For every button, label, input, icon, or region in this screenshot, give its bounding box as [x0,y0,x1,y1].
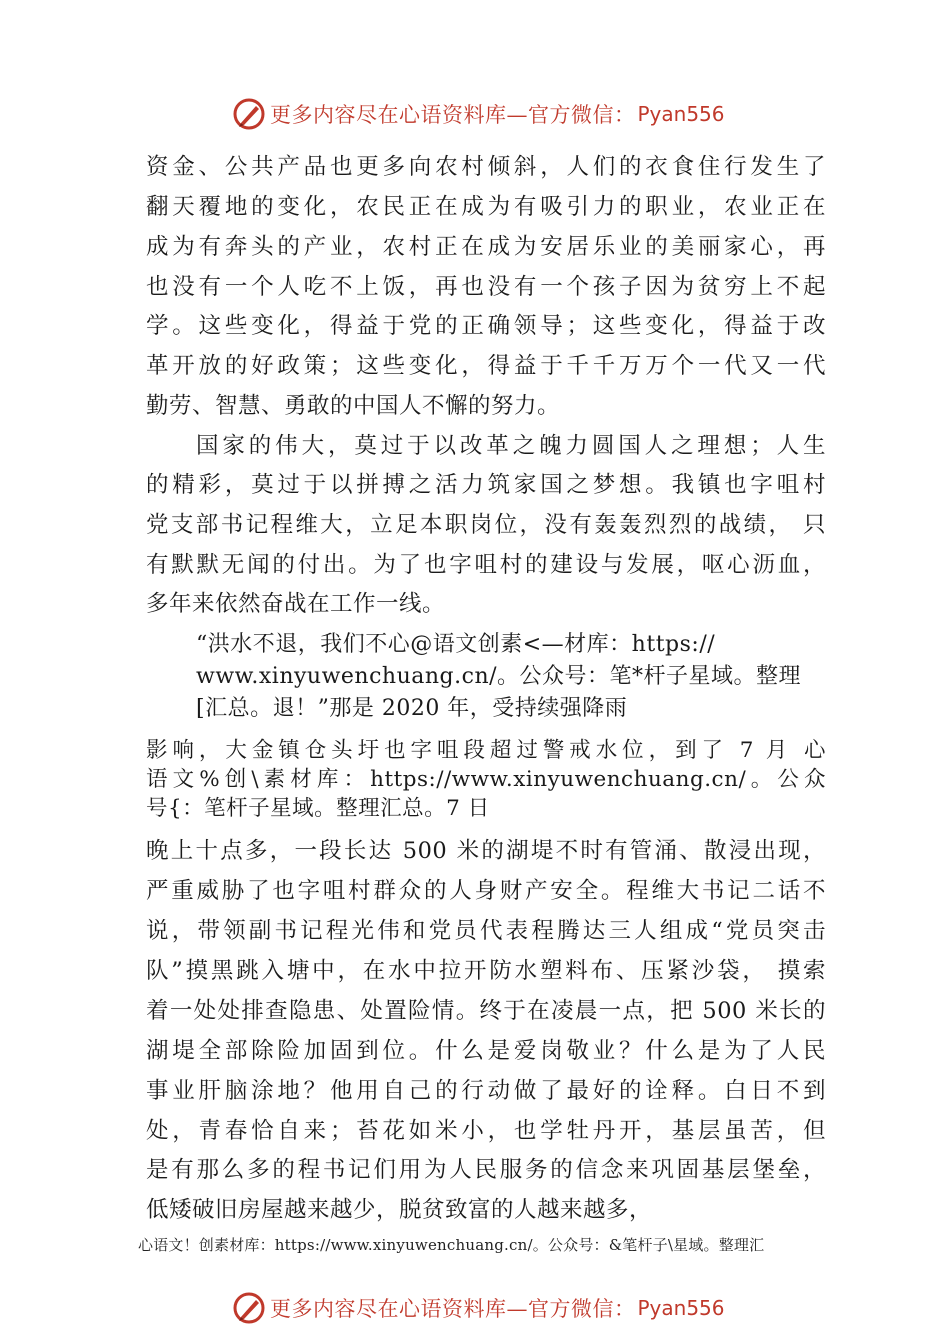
body-line-23: 着一处处排查隐患、处置险情。终于在凌晨一点，把 500 米长的 [146,998,826,1024]
pen-logo-icon [232,1291,266,1325]
body-line-20: 严重威胁了也字咀村群众的人身财产安全。程维大书记二话不 [146,878,826,904]
body-line-28: 低矮破旧房屋越来越少，脱贫致富的人越来越多， [146,1197,653,1223]
body-line-16: 影响，大金镇仓头圩也字咀段超过警戒水位，到了 7 月 心 [146,738,826,763]
body-line-8: 国家的伟大，莫过于以改革之魄力圆国人之理想；人生 [196,433,826,459]
body-line-6: 革开放的好政策；这些变化，得益于千千万万个一代又一代 [146,353,826,379]
body-line-12: 多年来依然奋战在工作一线。 [146,591,446,617]
body-line-25: 事业肝脑涂地？他用自己的行动做了最好的诠释。白日不到 [146,1078,826,1104]
footer-watermark: 心语文！创素材库：https://www.xinyuwenchuang.cn/。公众号：&笔杆子\星域。整理汇 [138,1236,765,1254]
header-banner [232,97,725,131]
body-line-21: 说，带领副书记程光伟和党员代表程腾达三人组成“党员突击 [146,918,826,944]
banner-wechat-id: Pyan556 [637,102,725,126]
body-line-4: 也没有一个人吃不上饭，再也没有一个孩子因为贫穷上不起 [146,274,826,300]
body-line-17: 语文%创\素材库：https://www.xinyuwenchuang.cn/。公众 [146,767,826,792]
body-line-18: 号{：笔杆子星域。整理汇总。7 日 [146,796,490,821]
body-line-19: 晚上十点多，一段长达 500 米的湖堤不时有管涌、散浸出现， [146,838,826,864]
body-line-15: [汇总。退！”那是 2020 年，受持续强降雨 [196,696,628,721]
body-line-1: 资金、公共产品也更多向农村倾斜，人们的衣食住行发生了 [146,154,826,180]
banner-text: 更多内容尽在心语资料库—官方微信： [270,1297,636,1321]
banner-wechat-id: Pyan556 [637,1296,725,1320]
body-line-26: 处，青春恰自来；苔花如米小，也学牡丹开，基层虽苦，但 [146,1118,826,1144]
body-line-13: “洪水不退，我们不心@语文创素<—材库：https:// [196,632,716,657]
body-line-9: 的精彩，莫过于以拼搏之活力筑家国之梦想。我镇也字咀村 [146,472,826,498]
body-line-22: 队”摸黑跳入塘中，在水中拉开防水塑料布、压紧沙袋， 摸索 [146,958,826,984]
body-line-27: 是有那么多的程书记们用为人民服务的信念来巩固基层堡垒， [146,1157,826,1183]
body-line-5: 学。这些变化，得益于党的正确领导；这些变化，得益于改 [146,313,826,339]
body-line-14: www.xinyuwenchuang.cn/。公众号：笔*杆子星域。整理 [196,664,802,689]
body-line-10: 党支部书记程维大，立足本职岗位，没有轰轰烈烈的战绩， 只 [146,512,826,538]
pen-logo-icon [232,97,266,131]
body-line-7: 勤劳、智慧、勇敢的中国人不懈的努力。 [146,393,561,419]
banner-text: 更多内容尽在心语资料库—官方微信： [270,103,636,127]
body-line-2: 翻天覆地的变化，农民正在成为有吸引力的职业，农业正在 [146,194,826,220]
body-line-3: 成为有奔头的产业，农村正在成为安居乐业的美丽家心，再 [146,234,826,260]
footer-banner [232,1291,725,1325]
body-line-11: 有默默无闻的付出。为了也字咀村的建设与发展，呕心沥血， [146,552,826,578]
body-line-24: 湖堤全部除险加固到位。什么是爱岗敬业？什么是为了人民 [146,1038,826,1064]
